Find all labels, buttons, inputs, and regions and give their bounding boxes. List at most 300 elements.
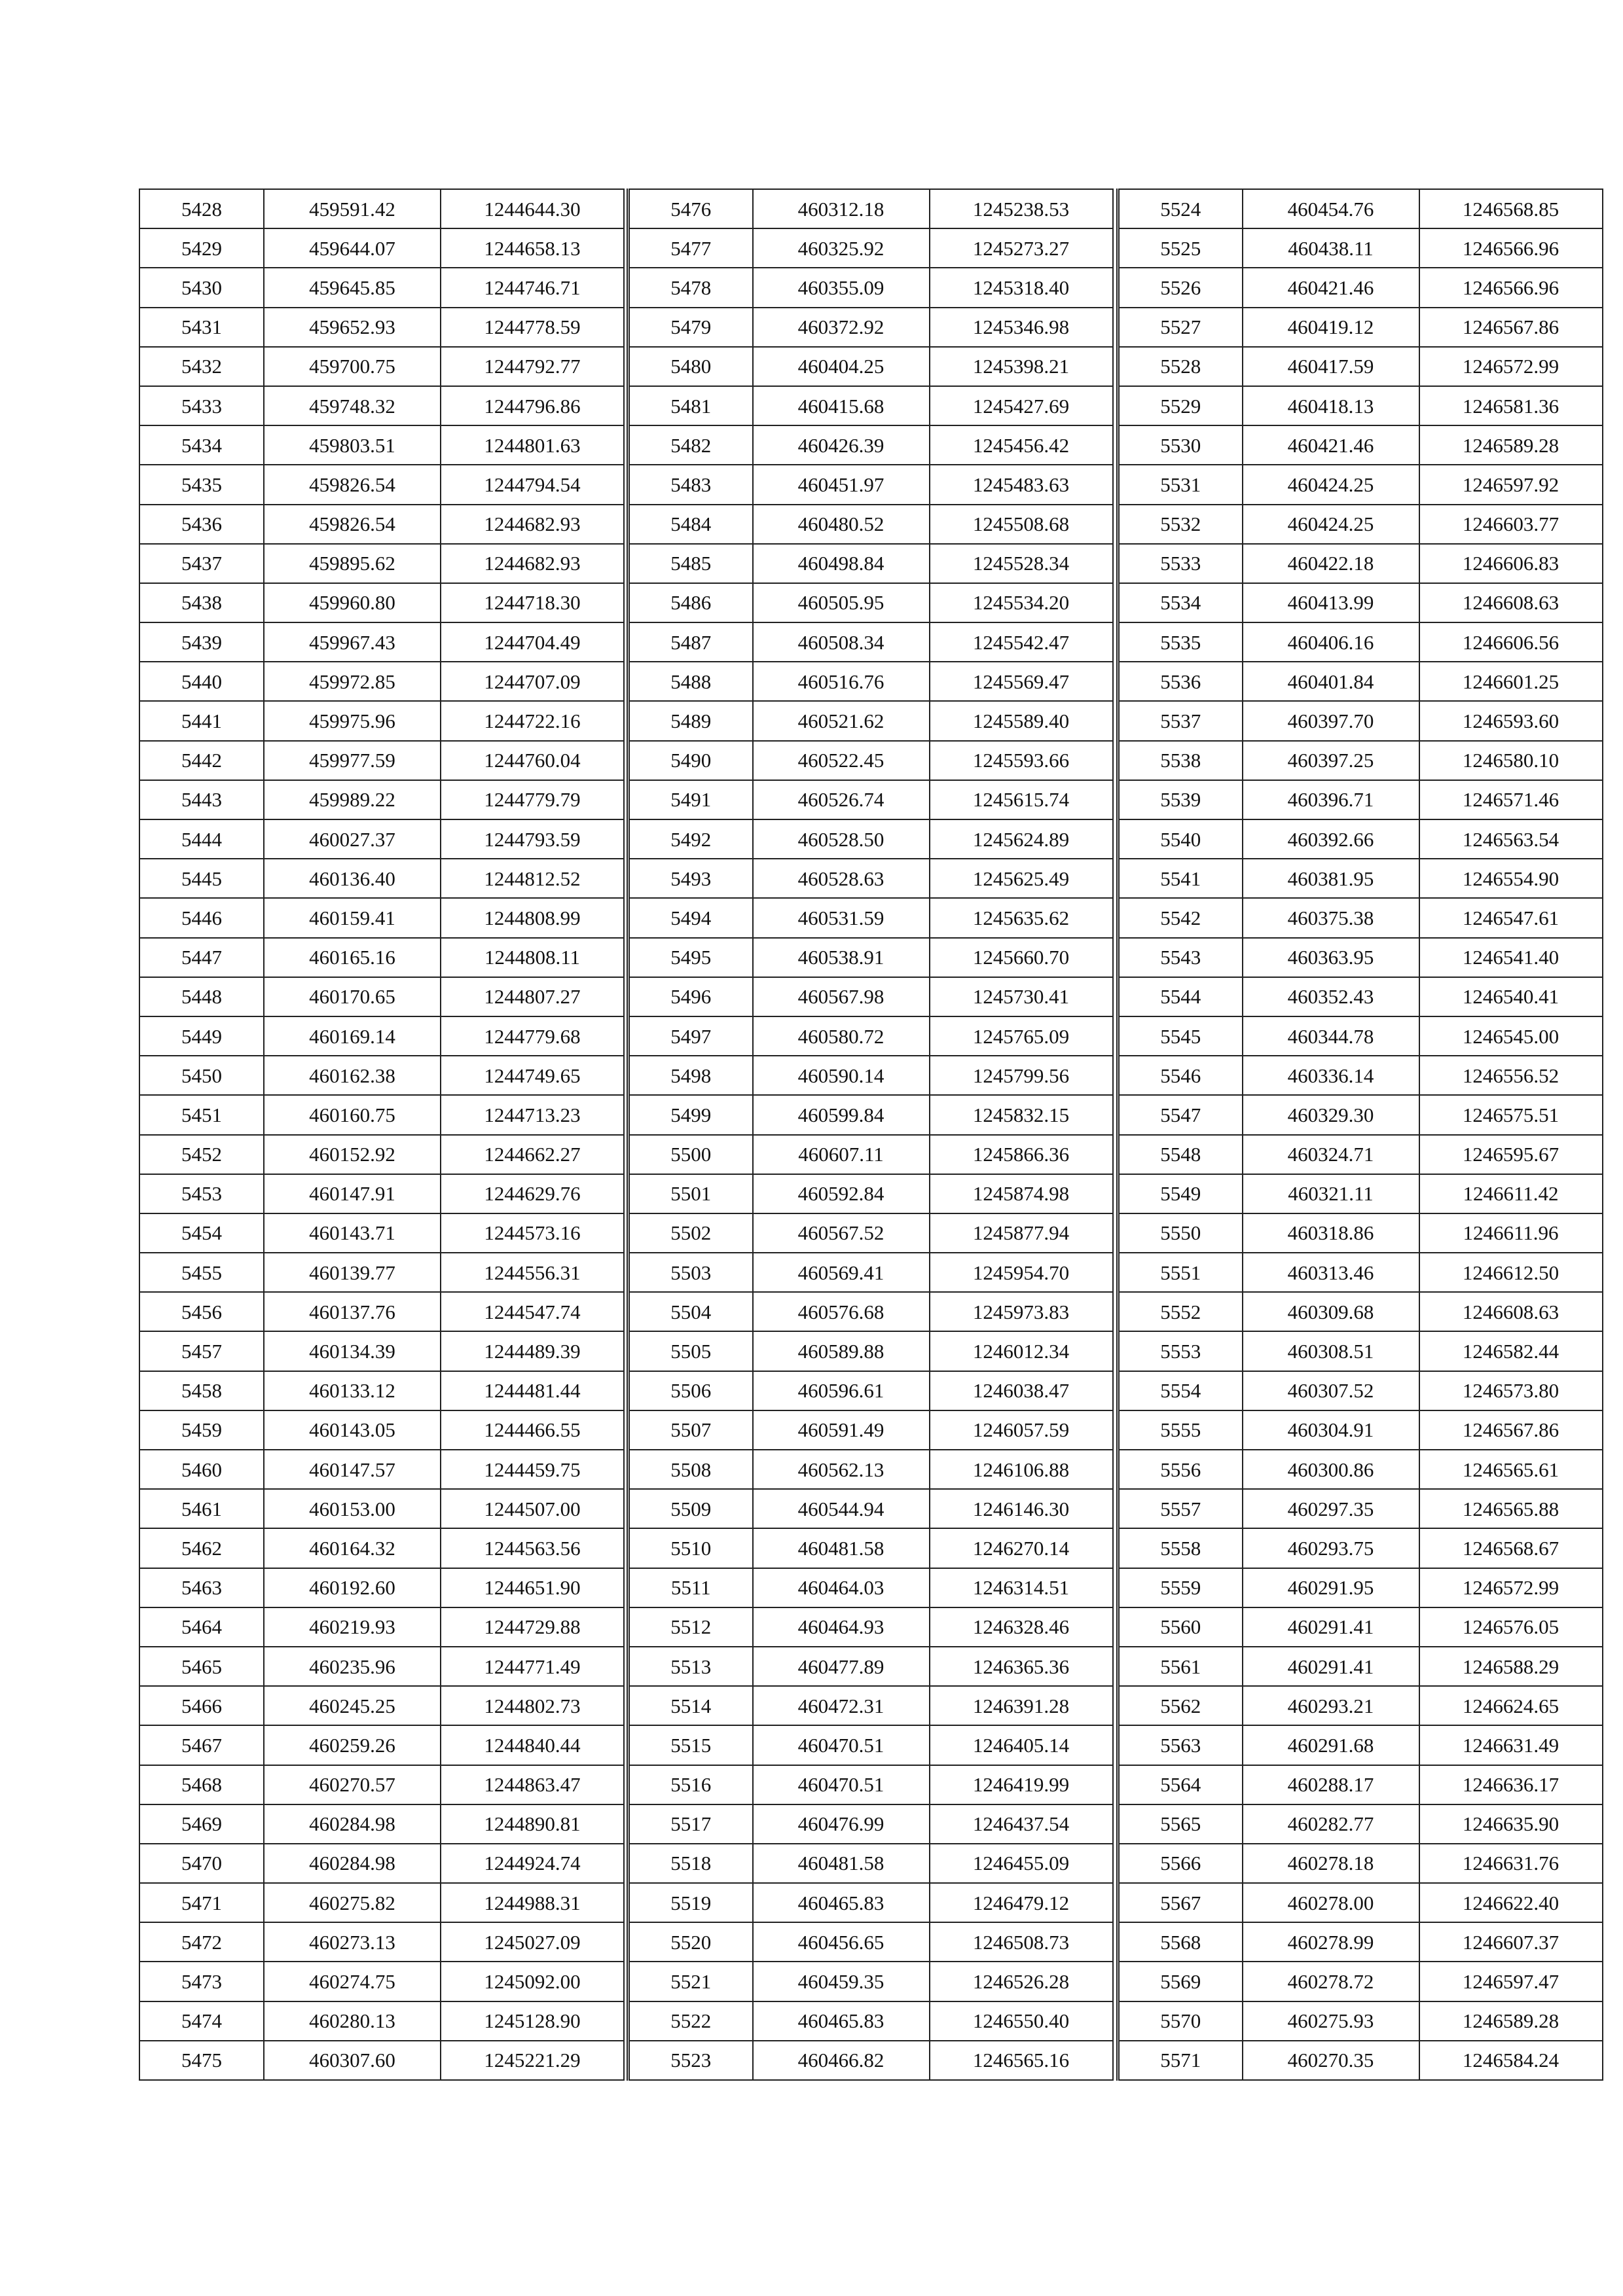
y-coordinate-cell: 1245730.41: [930, 977, 1113, 1016]
table-row: [1118, 938, 1603, 977]
y-coordinate-cell: 1245483.63: [930, 465, 1113, 504]
table-row: [139, 1450, 624, 1489]
x-coordinate-cell: 460304.91: [1243, 1410, 1419, 1450]
x-coordinate-cell: 459826.54: [264, 465, 441, 504]
x-coordinate-cell: 460438.11: [1243, 228, 1419, 268]
table-row: [1118, 347, 1603, 386]
x-coordinate-cell: 460576.68: [753, 1292, 930, 1331]
y-coordinate-cell: 1244704.49: [441, 622, 624, 662]
y-coordinate-cell: 1246572.99: [1419, 347, 1603, 386]
y-coordinate-cell: 1246603.77: [1419, 505, 1603, 544]
x-coordinate-cell: 459645.85: [264, 268, 441, 307]
x-coordinate-cell: 460143.05: [264, 1410, 441, 1450]
point-number-cell: 5460: [139, 1450, 264, 1489]
x-coordinate-cell: 460275.93: [1243, 2001, 1419, 2041]
table-row: [1118, 1568, 1603, 1607]
y-coordinate-cell: 1246622.40: [1419, 1883, 1603, 1922]
point-number-cell: 5514: [629, 1686, 753, 1725]
y-coordinate-cell: 1244556.31: [441, 1253, 624, 1292]
x-coordinate-cell: 460259.26: [264, 1725, 441, 1765]
table-row: [1118, 189, 1603, 228]
point-number-cell: 5557: [1118, 1489, 1243, 1528]
x-coordinate-cell: 460235.96: [264, 1647, 441, 1686]
y-coordinate-cell: 1245221.29: [441, 2041, 624, 2080]
table-row: [629, 1135, 1113, 1174]
table-row: [1118, 819, 1603, 859]
point-number-cell: 5479: [629, 308, 753, 347]
y-coordinate-cell: 1245593.66: [930, 741, 1113, 780]
y-coordinate-cell: 1245534.20: [930, 583, 1113, 622]
point-number-cell: 5487: [629, 622, 753, 662]
y-coordinate-cell: 1244792.77: [441, 347, 624, 386]
x-coordinate-cell: 460417.59: [1243, 347, 1419, 386]
y-coordinate-cell: 1244793.59: [441, 819, 624, 859]
y-coordinate-cell: 1246508.73: [930, 1922, 1113, 1962]
y-coordinate-cell: 1246565.16: [930, 2041, 1113, 2080]
table-row: [629, 859, 1113, 898]
y-coordinate-cell: 1246314.51: [930, 1568, 1113, 1607]
point-number-cell: 5431: [139, 308, 264, 347]
point-number-cell: 5556: [1118, 1450, 1243, 1489]
x-coordinate-cell: 460459.35: [753, 1962, 930, 2001]
point-number-cell: 5530: [1118, 425, 1243, 465]
point-number-cell: 5512: [629, 1607, 753, 1647]
y-coordinate-cell: 1244863.47: [441, 1765, 624, 1804]
point-number-cell: 5571: [1118, 2041, 1243, 2080]
point-number-cell: 5538: [1118, 741, 1243, 780]
y-coordinate-cell: 1244651.90: [441, 1568, 624, 1607]
table-row: [1118, 1922, 1603, 1962]
table-row: [1118, 1686, 1603, 1725]
table-row: [139, 819, 624, 859]
x-coordinate-cell: 460275.82: [264, 1883, 441, 1922]
table-row: [1118, 544, 1603, 583]
table-row: [139, 268, 624, 307]
point-number-cell: 5469: [139, 1804, 264, 1844]
point-number-cell: 5519: [629, 1883, 753, 1922]
coordinate-table-1: [139, 188, 625, 2081]
x-coordinate-cell: 459967.43: [264, 622, 441, 662]
x-coordinate-cell: 460456.65: [753, 1922, 930, 1962]
x-coordinate-cell: 459803.51: [264, 425, 441, 465]
y-coordinate-cell: 1246584.24: [1419, 2041, 1603, 2080]
table-row: [139, 1765, 624, 1804]
point-number-cell: 5565: [1118, 1804, 1243, 1844]
y-coordinate-cell: 1244507.00: [441, 1489, 624, 1528]
point-number-cell: 5448: [139, 977, 264, 1016]
table-row: [1118, 1213, 1603, 1253]
x-coordinate-cell: 460531.59: [753, 898, 930, 937]
table-row: [1118, 1174, 1603, 1213]
y-coordinate-cell: 1246595.67: [1419, 1135, 1603, 1174]
x-coordinate-cell: 460422.18: [1243, 544, 1419, 583]
x-coordinate-cell: 460270.35: [1243, 2041, 1419, 2080]
point-number-cell: 5529: [1118, 386, 1243, 425]
x-coordinate-cell: 460162.38: [264, 1056, 441, 1095]
point-number-cell: 5481: [629, 386, 753, 425]
point-number-cell: 5554: [1118, 1371, 1243, 1410]
point-number-cell: 5433: [139, 386, 264, 425]
table-row: [139, 1686, 624, 1725]
x-coordinate-cell: 460528.50: [753, 819, 930, 859]
point-number-cell: 5478: [629, 268, 753, 307]
x-coordinate-cell: 460397.25: [1243, 741, 1419, 780]
table-row: [1118, 898, 1603, 937]
table-row: [139, 1174, 624, 1213]
point-number-cell: 5458: [139, 1371, 264, 1410]
y-coordinate-cell: 1246580.10: [1419, 741, 1603, 780]
x-coordinate-cell: 460147.91: [264, 1174, 441, 1213]
y-coordinate-cell: 1246479.12: [930, 1883, 1113, 1922]
y-coordinate-cell: 1245318.40: [930, 268, 1113, 307]
coordinate-table-2: [627, 188, 1114, 2081]
x-coordinate-cell: 460454.76: [1243, 189, 1419, 228]
y-coordinate-cell: 1245508.68: [930, 505, 1113, 544]
y-coordinate-cell: 1244644.30: [441, 189, 624, 228]
table-row: [1118, 859, 1603, 898]
x-coordinate-cell: 459989.22: [264, 780, 441, 819]
table-row: [629, 583, 1113, 622]
table-row: [629, 1962, 1113, 2001]
x-coordinate-cell: 460291.41: [1243, 1607, 1419, 1647]
x-coordinate-cell: 460143.71: [264, 1213, 441, 1253]
y-coordinate-cell: 1246589.28: [1419, 425, 1603, 465]
x-coordinate-cell: 460284.98: [264, 1804, 441, 1844]
x-coordinate-cell: 460329.30: [1243, 1095, 1419, 1134]
point-number-cell: 5518: [629, 1844, 753, 1883]
table-row: [139, 347, 624, 386]
point-number-cell: 5532: [1118, 505, 1243, 544]
point-number-cell: 5500: [629, 1135, 753, 1174]
x-coordinate-cell: 460421.46: [1243, 425, 1419, 465]
y-coordinate-cell: 1246573.80: [1419, 1371, 1603, 1410]
x-coordinate-cell: 460282.77: [1243, 1804, 1419, 1844]
x-coordinate-cell: 460153.00: [264, 1489, 441, 1528]
y-coordinate-cell: 1244840.44: [441, 1725, 624, 1765]
table-row: [629, 268, 1113, 307]
y-coordinate-cell: 1244807.27: [441, 977, 624, 1016]
point-number-cell: 5561: [1118, 1647, 1243, 1686]
x-coordinate-cell: 460404.25: [753, 347, 930, 386]
table-row: [1118, 386, 1603, 425]
point-number-cell: 5463: [139, 1568, 264, 1607]
table-row: [629, 189, 1113, 228]
point-number-cell: 5445: [139, 859, 264, 898]
x-coordinate-cell: 460284.98: [264, 1844, 441, 1883]
y-coordinate-cell: 1246550.40: [930, 2001, 1113, 2041]
table-row: [1118, 1489, 1603, 1528]
table-row: [139, 701, 624, 740]
table-row: [629, 505, 1113, 544]
x-coordinate-cell: 460318.86: [1243, 1213, 1419, 1253]
x-coordinate-cell: 460472.31: [753, 1686, 930, 1725]
table-row: [1118, 268, 1603, 307]
y-coordinate-cell: 1246563.54: [1419, 819, 1603, 859]
x-coordinate-cell: 460278.00: [1243, 1883, 1419, 1922]
point-number-cell: 5560: [1118, 1607, 1243, 1647]
y-coordinate-cell: 1246597.47: [1419, 1962, 1603, 2001]
table-row: [1118, 1095, 1603, 1134]
table-row: [1118, 228, 1603, 268]
point-number-cell: 5526: [1118, 268, 1243, 307]
point-number-cell: 5452: [139, 1135, 264, 1174]
table-row: [139, 1253, 624, 1292]
x-coordinate-cell: 460591.49: [753, 1410, 930, 1450]
x-coordinate-cell: 460544.94: [753, 1489, 930, 1528]
point-number-cell: 5484: [629, 505, 753, 544]
point-number-cell: 5446: [139, 898, 264, 937]
table-row: [629, 1568, 1113, 1607]
point-number-cell: 5497: [629, 1016, 753, 1056]
x-coordinate-cell: 460424.25: [1243, 505, 1419, 544]
y-coordinate-cell: 1244718.30: [441, 583, 624, 622]
x-coordinate-cell: 460152.92: [264, 1135, 441, 1174]
table-row: [1118, 977, 1603, 1016]
point-number-cell: 5477: [629, 228, 753, 268]
table-row: [139, 1922, 624, 1962]
y-coordinate-cell: 1245866.36: [930, 1135, 1113, 1174]
table-row: [139, 1331, 624, 1371]
table-row: [139, 505, 624, 544]
x-coordinate-cell: 460396.71: [1243, 780, 1419, 819]
table-row: [139, 1725, 624, 1765]
y-coordinate-cell: 1245635.62: [930, 898, 1113, 937]
y-coordinate-cell: 1245528.34: [930, 544, 1113, 583]
table-row: [629, 1844, 1113, 1883]
table-row: [629, 1528, 1113, 1568]
x-coordinate-cell: 460397.70: [1243, 701, 1419, 740]
y-coordinate-cell: 1246566.96: [1419, 228, 1603, 268]
x-coordinate-cell: 460344.78: [1243, 1016, 1419, 1056]
table-row: [1118, 1056, 1603, 1095]
x-coordinate-cell: 460567.52: [753, 1213, 930, 1253]
point-number-cell: 5513: [629, 1647, 753, 1686]
point-number-cell: 5436: [139, 505, 264, 544]
table-row: [629, 1371, 1113, 1410]
point-number-cell: 5454: [139, 1213, 264, 1253]
y-coordinate-cell: 1244662.27: [441, 1135, 624, 1174]
x-coordinate-cell: 460363.95: [1243, 938, 1419, 977]
table-row: [139, 583, 624, 622]
x-coordinate-cell: 460526.74: [753, 780, 930, 819]
point-number-cell: 5520: [629, 1922, 753, 1962]
y-coordinate-cell: 1246607.37: [1419, 1922, 1603, 1962]
y-coordinate-cell: 1245624.89: [930, 819, 1113, 859]
y-coordinate-cell: 1244573.16: [441, 1213, 624, 1253]
point-number-cell: 5569: [1118, 1962, 1243, 2001]
table-row: [139, 938, 624, 977]
x-coordinate-cell: 460477.89: [753, 1647, 930, 1686]
table-row: [1118, 662, 1603, 701]
table-row: [629, 1450, 1113, 1489]
table-row: [1118, 701, 1603, 740]
table-row: [629, 1016, 1113, 1056]
y-coordinate-cell: 1246588.29: [1419, 1647, 1603, 1686]
y-coordinate-cell: 1244988.31: [441, 1883, 624, 1922]
table-row: [1118, 2041, 1603, 2080]
x-coordinate-cell: 460481.58: [753, 1528, 930, 1568]
point-number-cell: 5495: [629, 938, 753, 977]
x-coordinate-cell: 460596.61: [753, 1371, 930, 1410]
y-coordinate-cell: 1245027.09: [441, 1922, 624, 1962]
y-coordinate-cell: 1244890.81: [441, 1804, 624, 1844]
y-coordinate-cell: 1246572.99: [1419, 1568, 1603, 1607]
x-coordinate-cell: 460307.60: [264, 2041, 441, 2080]
x-coordinate-cell: 460134.39: [264, 1331, 441, 1371]
point-number-cell: 5486: [629, 583, 753, 622]
x-coordinate-cell: 460498.84: [753, 544, 930, 583]
point-number-cell: 5559: [1118, 1568, 1243, 1607]
point-number-cell: 5447: [139, 938, 264, 977]
table-row: [1118, 1135, 1603, 1174]
x-coordinate-cell: 460528.63: [753, 859, 930, 898]
x-coordinate-cell: 459975.96: [264, 701, 441, 740]
point-number-cell: 5472: [139, 1922, 264, 1962]
table-row: [139, 1883, 624, 1922]
x-coordinate-cell: 460419.12: [1243, 308, 1419, 347]
table-row: [139, 1095, 624, 1134]
table-row: [629, 1607, 1113, 1647]
table-row: [629, 701, 1113, 740]
x-coordinate-cell: 460508.34: [753, 622, 930, 662]
table-row: [629, 1213, 1113, 1253]
point-number-cell: 5490: [629, 741, 753, 780]
point-number-cell: 5539: [1118, 780, 1243, 819]
table-row: [1118, 1292, 1603, 1331]
y-coordinate-cell: 1246566.96: [1419, 268, 1603, 307]
y-coordinate-cell: 1246554.90: [1419, 859, 1603, 898]
point-number-cell: 5438: [139, 583, 264, 622]
point-number-cell: 5570: [1118, 2001, 1243, 2041]
x-coordinate-cell: 460321.11: [1243, 1174, 1419, 1213]
y-coordinate-cell: 1246581.36: [1419, 386, 1603, 425]
point-number-cell: 5509: [629, 1489, 753, 1528]
y-coordinate-cell: 1245128.90: [441, 2001, 624, 2041]
y-coordinate-cell: 1246601.25: [1419, 662, 1603, 701]
table-row: [1118, 425, 1603, 465]
y-coordinate-cell: 1244729.88: [441, 1607, 624, 1647]
y-coordinate-cell: 1245799.56: [930, 1056, 1113, 1095]
table-row: [629, 819, 1113, 859]
point-number-cell: 5439: [139, 622, 264, 662]
point-number-cell: 5483: [629, 465, 753, 504]
point-number-cell: 5521: [629, 1962, 753, 2001]
table-row: [629, 1647, 1113, 1686]
x-coordinate-cell: 460599.84: [753, 1095, 930, 1134]
x-coordinate-cell: 460160.75: [264, 1095, 441, 1134]
point-number-cell: 5440: [139, 662, 264, 701]
point-number-cell: 5546: [1118, 1056, 1243, 1095]
point-number-cell: 5551: [1118, 1253, 1243, 1292]
x-coordinate-cell: 460192.60: [264, 1568, 441, 1607]
y-coordinate-cell: 1245589.40: [930, 701, 1113, 740]
y-coordinate-cell: 1246568.85: [1419, 189, 1603, 228]
y-coordinate-cell: 1246540.41: [1419, 977, 1603, 1016]
point-number-cell: 5441: [139, 701, 264, 740]
table-row: [139, 859, 624, 898]
point-number-cell: 5537: [1118, 701, 1243, 740]
point-number-cell: 5502: [629, 1213, 753, 1253]
y-coordinate-cell: 1244563.56: [441, 1528, 624, 1568]
point-number-cell: 5467: [139, 1725, 264, 1765]
y-coordinate-cell: 1246624.65: [1419, 1686, 1603, 1725]
point-number-cell: 5549: [1118, 1174, 1243, 1213]
y-coordinate-cell: 1246582.44: [1419, 1331, 1603, 1371]
x-coordinate-cell: 460291.95: [1243, 1568, 1419, 1607]
point-number-cell: 5501: [629, 1174, 753, 1213]
y-coordinate-cell: 1244658.13: [441, 228, 624, 268]
y-coordinate-cell: 1246631.76: [1419, 1844, 1603, 1883]
x-coordinate-cell: 460291.68: [1243, 1725, 1419, 1765]
y-coordinate-cell: 1245877.94: [930, 1213, 1113, 1253]
x-coordinate-cell: 460280.13: [264, 2001, 441, 2041]
table-row: [139, 977, 624, 1016]
table-row: [629, 780, 1113, 819]
y-coordinate-cell: 1246567.86: [1419, 1410, 1603, 1450]
table-row: [1118, 1410, 1603, 1450]
point-number-cell: 5466: [139, 1686, 264, 1725]
x-coordinate-cell: 459700.75: [264, 347, 441, 386]
y-coordinate-cell: 1246547.61: [1419, 898, 1603, 937]
table-row: [1118, 1962, 1603, 2001]
y-coordinate-cell: 1246437.54: [930, 1804, 1113, 1844]
x-coordinate-cell: 460278.18: [1243, 1844, 1419, 1883]
table-row: [1118, 1253, 1603, 1292]
x-coordinate-cell: 460293.21: [1243, 1686, 1419, 1725]
point-number-cell: 5508: [629, 1450, 753, 1489]
x-coordinate-cell: 460159.41: [264, 898, 441, 937]
table-row: [629, 1765, 1113, 1804]
point-number-cell: 5566: [1118, 1844, 1243, 1883]
table-row: [629, 1056, 1113, 1095]
table-row: [1118, 1331, 1603, 1371]
y-coordinate-cell: 1244713.23: [441, 1095, 624, 1134]
x-coordinate-cell: 459644.07: [264, 228, 441, 268]
point-number-cell: 5464: [139, 1607, 264, 1647]
y-coordinate-cell: 1245398.21: [930, 347, 1113, 386]
y-coordinate-cell: 1244779.68: [441, 1016, 624, 1056]
x-coordinate-cell: 460352.43: [1243, 977, 1419, 1016]
y-coordinate-cell: 1244924.74: [441, 1844, 624, 1883]
y-coordinate-cell: 1245832.15: [930, 1095, 1113, 1134]
point-number-cell: 5555: [1118, 1410, 1243, 1450]
point-number-cell: 5541: [1118, 859, 1243, 898]
table-row: [1118, 1765, 1603, 1804]
x-coordinate-cell: 460372.92: [753, 308, 930, 347]
x-coordinate-cell: 459826.54: [264, 505, 441, 544]
y-coordinate-cell: 1246565.61: [1419, 1450, 1603, 1489]
point-number-cell: 5459: [139, 1410, 264, 1450]
y-coordinate-cell: 1245660.70: [930, 938, 1113, 977]
x-coordinate-cell: 460521.62: [753, 701, 930, 740]
y-coordinate-cell: 1246635.90: [1419, 1804, 1603, 1844]
table-row: [629, 308, 1113, 347]
table-row: [1118, 1607, 1603, 1647]
y-coordinate-cell: 1244808.11: [441, 938, 624, 977]
y-coordinate-cell: 1244802.73: [441, 1686, 624, 1725]
table-row: [139, 1213, 624, 1253]
x-coordinate-cell: 460465.83: [753, 2001, 930, 2041]
table-row: [139, 1135, 624, 1174]
table-row: [139, 1410, 624, 1450]
point-number-cell: 5435: [139, 465, 264, 504]
x-coordinate-cell: 460590.14: [753, 1056, 930, 1095]
y-coordinate-cell: 1244707.09: [441, 662, 624, 701]
x-coordinate-cell: 460451.97: [753, 465, 930, 504]
x-coordinate-cell: 460309.68: [1243, 1292, 1419, 1331]
y-coordinate-cell: 1245765.09: [930, 1016, 1113, 1056]
x-coordinate-cell: 460308.51: [1243, 1331, 1419, 1371]
